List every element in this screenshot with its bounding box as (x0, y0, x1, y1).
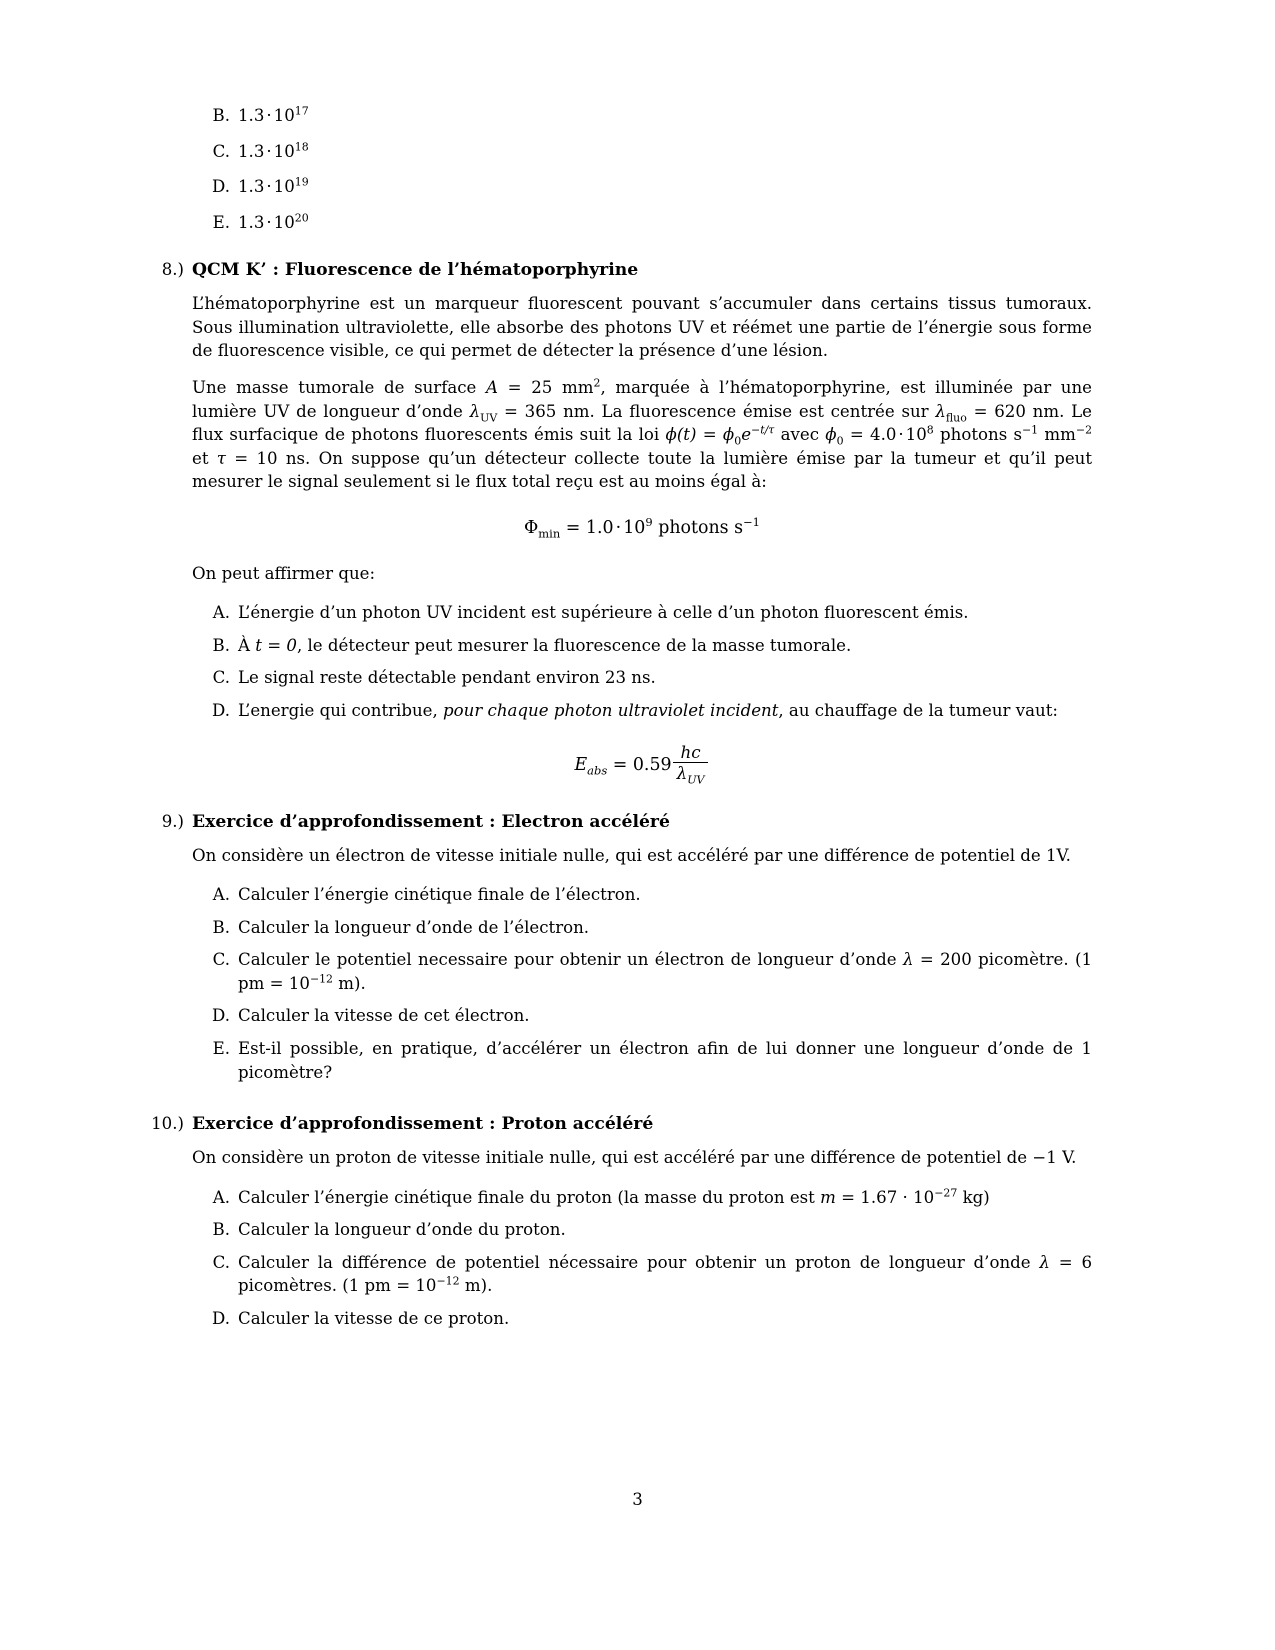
question-10-heading (142, 1114, 1092, 1134)
question-8-heading (142, 260, 1092, 280)
choice-text: Calculer l’énergie cinétique finale du proton (la masse du proton est $m = 1.67 \cdot 10^{-27}$ kg) (238, 1186, 990, 1207)
question-8-prompt: On peut affirmer que: (192, 563, 376, 583)
list-item (192, 948, 1092, 995)
question-8-intro: L’hématoporphyrine est un marqueur fluorescent pouvant s’accumuler dans certains tissus tumoraux. Sous illumination ultraviolette, elle absorbe des photons UV et réémet une partie de l’énergie sous forme de fluorescence visible, ce qui permet de détecter la présence d’une lésion. (192, 294, 1092, 361)
choice-label: C. (212, 668, 230, 688)
symbol-mass: m (820, 1187, 836, 1207)
list-item (192, 916, 1092, 940)
choice-label: A. (212, 1187, 230, 1207)
choice-text: L’energie qui contribue, pour chaque photon ultraviolet incident, au chauffage de la tumeur vaut: (238, 701, 1058, 720)
question-10-title: Exercice d’approfondissement : Proton accéléré (192, 1114, 654, 1135)
choice-text: Calculer la longueur d’onde du proton. (238, 1220, 566, 1240)
choice-text: Calculer la différence de potentiel nécessaire pour obtenir un proton de longueur d’onde λ = 6 picomètres. (1 pm = $10^{-12}$ m). (238, 1252, 1092, 1296)
equation-e-abs: $E_{abs} = 0.59$ $\frac{hc}{\lambda_{UV}}$ (192, 743, 1092, 782)
choice-label: B. (212, 1220, 230, 1240)
choice-label: D. (212, 1308, 230, 1328)
choice-label: D. (212, 701, 230, 720)
question-10-intro: On considère un proton de vitesse initiale nulle, qui est accéléré par une différence de potentiel de −1 V. (192, 1148, 1077, 1168)
question-8 (142, 260, 1093, 786)
choice-value: $1.3 \cdot 10^{20}$ (238, 211, 309, 232)
choice-label: A. (212, 885, 230, 905)
question-8-choice-list (192, 601, 1092, 722)
choice-value: $1.3 \cdot 10^{19}$ (238, 175, 309, 197)
choice-value: $1.3 \cdot 10^{17}$ (238, 104, 309, 125)
symbol-lambda-fluo: λ (935, 401, 946, 421)
question-8-setup: Une masse tumorale de surface A = 25 $mm^2$, marquée à l’hématoporphyrine, est illuminée par une lumière UV de longueur d’onde $\lambda_{UV} = 365$ nm. La fluorescence émise est centrée sur $\lambda_{fluo} = 620$ nm. Le flux surfacique de photons fluorescents émis suit la loi $\phi(t) = \phi_0e^{-t/\tau}$ avec $\phi_0 = 4.0 \cdot 10^8$ photons $s^{-1}$ $mm^{-2}$ et τ = 10 ns. On suppose qu’un détecteur collecte toute la lumière émise par la tumeur et qu’il peut mesurer le signal seulement si le flux total reçu est au moins égal à: (192, 376, 1093, 492)
list-item (192, 175, 1092, 199)
choice-value: $1.3 \cdot 10^{18}$ (238, 140, 309, 161)
question-9-number: 9.) (161, 811, 184, 831)
question-10 (142, 1114, 1092, 1330)
question-10-body (142, 1146, 1092, 1330)
list-item (192, 1004, 1092, 1028)
question-9-title: Exercice d’approfondissement : Electron accéléré (192, 811, 670, 832)
list-item (192, 140, 1092, 164)
list-item (192, 634, 1092, 658)
choice-text: Le signal reste détectable pendant environ 23 ns. (238, 668, 656, 688)
choice-text: Calculer la vitesse de cet électron. (238, 1006, 530, 1026)
choice-label: E. (212, 212, 230, 232)
list-item (192, 601, 1092, 625)
choice-text: Calculer la vitesse de ce proton. (238, 1308, 510, 1328)
question-10-number: 10.) (151, 1114, 184, 1134)
symbol-phi-of-t: ϕ(t) (665, 425, 697, 445)
symbol-lambda-uv: λ (469, 401, 481, 421)
symbol-area: A (486, 377, 499, 397)
inline-math-t-equals-zero: t = 0 (255, 635, 297, 655)
choice-text: Calculer l’énergie cinétique finale de l’électron. (238, 885, 641, 905)
list-item (192, 699, 1092, 723)
question-10-choice-list (192, 1186, 1092, 1331)
list-item (192, 883, 1092, 907)
choice-label: D. (212, 1006, 230, 1026)
choice-label: E. (212, 1039, 230, 1058)
question-8-title: QCM K’ : Fluorescence de l’hématoporphyrine (192, 260, 639, 281)
question-9-choice-list (192, 883, 1092, 1084)
choice-text: Est-il possible, en pratique, d’accélérer un électron afin de lui donner une longueur d’onde de 1 picomètre? (238, 1039, 1092, 1082)
page-content (142, 104, 1092, 1331)
list-item (192, 1251, 1092, 1298)
question-8-body (142, 292, 1093, 786)
question-9-body (142, 844, 1092, 1085)
choice-text: À t = 0, le détecteur peut mesurer la fluorescence de la masse tumorale. (238, 635, 852, 655)
symbol-tau: τ (216, 448, 226, 468)
question-9 (142, 812, 1092, 1085)
choice-text: L’énergie d’un photon UV incident est supérieure à celle d’un photon fluorescent émis. (238, 603, 969, 623)
list-item (192, 1037, 1092, 1084)
question-8-number: 8.) (161, 260, 184, 280)
orphan-choice-list (142, 104, 1092, 234)
emphasis-text: pour chaque photon ultraviolet incident (443, 701, 779, 720)
choice-label: B. (212, 917, 230, 937)
equation-phi-min: $\Phi_{min} = 1.0 \cdot 10^9$ photons $s^{-1}$ (524, 514, 760, 541)
symbol-lambda: λ (1039, 1252, 1050, 1272)
fraction-hc-over-lambda-uv: $\frac{hc}{\lambda_{UV}}$ (673, 743, 708, 782)
list-item (192, 666, 1092, 690)
choice-label: B. (212, 106, 230, 125)
choice-label: C. (212, 950, 230, 970)
choice-label: A. (212, 603, 230, 623)
choice-label: C. (212, 141, 230, 161)
symbol-lambda: λ (902, 950, 914, 970)
question-9-heading (142, 812, 1092, 832)
question-9-intro: On considère un électron de vitesse initiale nulle, qui est accéléré par une différence de potentiel de 1V. (192, 845, 1071, 865)
list-item (192, 104, 1092, 128)
choice-text: Calculer le potentiel necessaire pour obtenir un électron de longueur d’onde λ = 200 picomètre. (1 pm = $10^{-12}$ m). (238, 950, 1093, 993)
choice-label: C. (212, 1252, 230, 1272)
list-item (192, 1218, 1092, 1242)
list-item (192, 1186, 1092, 1210)
choice-label: D. (212, 177, 230, 197)
list-item (192, 211, 1092, 235)
choice-text: Calculer la longueur d’onde de l’électron. (238, 917, 590, 937)
list-item (192, 1307, 1092, 1331)
page-number: 3 (632, 1490, 643, 1509)
choice-label: B. (212, 635, 230, 655)
